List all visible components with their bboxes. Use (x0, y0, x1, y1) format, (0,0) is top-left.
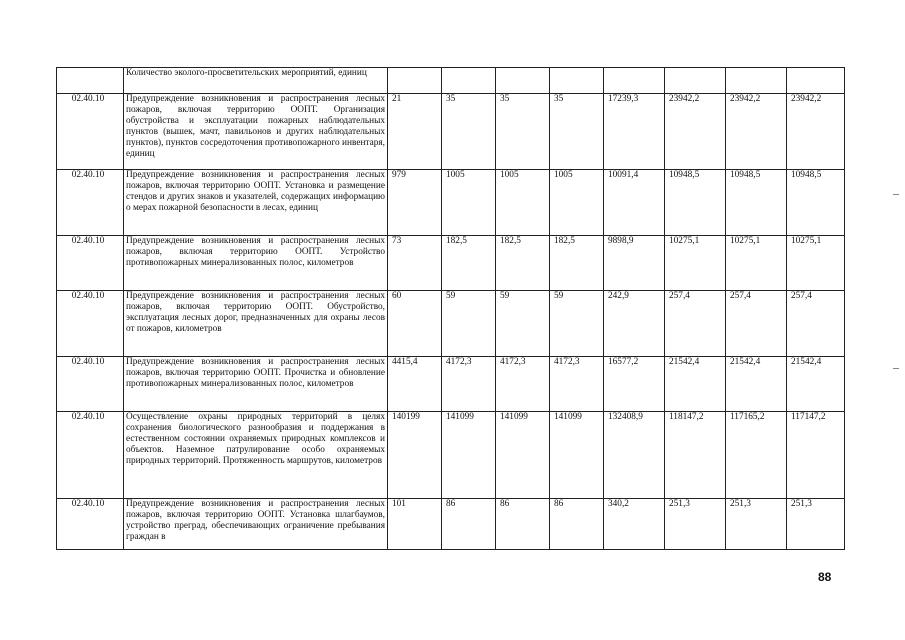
row-value: 4172,3 (496, 357, 550, 412)
row-value: 23942,2 (726, 94, 787, 170)
data-table (56, 67, 845, 550)
row-code: 02.40.10 (57, 236, 124, 291)
row-description: Предупреждение возникновения и распространения лесных пожаров, включая территорию ООПТ. Прочистка и обновление противопожарных минерализованных полос, километров (124, 357, 388, 412)
margin-mark (893, 194, 899, 195)
row-value: 10275,1 (665, 236, 726, 291)
row-value: 4415,4 (388, 357, 442, 412)
row-value (550, 68, 604, 94)
row-value: 979 (388, 170, 442, 236)
row-value: 182,5 (496, 236, 550, 291)
row-value: 141099 (442, 412, 496, 499)
row-value: 4172,3 (442, 357, 496, 412)
row-value: 257,4 (665, 291, 726, 357)
row-code: 02.40.10 (57, 357, 124, 412)
row-value: 182,5 (442, 236, 496, 291)
table-row (57, 236, 845, 291)
row-value: 73 (388, 236, 442, 291)
table-row (57, 94, 845, 170)
row-value: 35 (442, 94, 496, 170)
row-value: 257,4 (726, 291, 787, 357)
row-value: 141099 (496, 412, 550, 499)
page-number: 88 (818, 570, 832, 584)
row-value: 340,2 (604, 499, 665, 550)
row-value: 101 (388, 499, 442, 550)
table-row (57, 357, 845, 412)
row-value: 118147,2 (665, 412, 726, 499)
row-value: 21542,4 (726, 357, 787, 412)
row-value: 16577,2 (604, 357, 665, 412)
row-value (388, 68, 442, 94)
row-code: 02.40.10 (57, 94, 124, 170)
row-value: 86 (550, 499, 604, 550)
row-code: 02.40.10 (57, 499, 124, 550)
row-value: 23942,2 (787, 94, 845, 170)
row-value: 1005 (442, 170, 496, 236)
table-row (57, 68, 845, 94)
row-value: 59 (442, 291, 496, 357)
row-description: Предупреждение возникновения и распространения лесных пожаров, включая территорию ООПТ. Организация обустройства и эксплуатации пожарных наблюдательных пунктов (вышек, мачт, павильонов и других наблюдательных пунктов), пунктов сосредоточения противопожарного инвентаря, единиц (124, 94, 388, 170)
row-code: 02.40.10 (57, 412, 124, 499)
row-value: 60 (388, 291, 442, 357)
row-value: 117147,2 (787, 412, 845, 499)
row-value: 4172,3 (550, 357, 604, 412)
table-row (57, 412, 845, 499)
table-body (57, 68, 845, 550)
row-value: 257,4 (787, 291, 845, 357)
row-value: 23942,2 (665, 94, 726, 170)
row-value: 251,3 (787, 499, 845, 550)
row-description: Предупреждение возникновения и распространения лесных пожаров, включая территорию ООПТ. Установка шлагбаумов, устройство преград, обеспечивающих ограничение пребывания граждан в (124, 499, 388, 550)
row-value: 86 (496, 499, 550, 550)
row-code: 02.40.10 (57, 170, 124, 236)
row-code: 02.40.10 (57, 291, 124, 357)
row-value: 1005 (496, 170, 550, 236)
row-code (57, 68, 124, 94)
row-value: 182,5 (550, 236, 604, 291)
row-value: 10948,5 (665, 170, 726, 236)
row-value: 59 (550, 291, 604, 357)
row-value: 10091,4 (604, 170, 665, 236)
row-value: 35 (496, 94, 550, 170)
row-value: 10948,5 (726, 170, 787, 236)
row-value: 59 (496, 291, 550, 357)
row-description: Предупреждение возникновения и распространения лесных пожаров, включая территорию ООПТ. Установка и размещение стендов и других знаков и указателей, содержащих информацию о мерах пожарной безопасности в лесах, единиц (124, 170, 388, 236)
row-value: 1005 (550, 170, 604, 236)
row-description: Предупреждение возникновения и распространения лесных пожаров, включая территорию ООПТ. Обустройство, эксплуатация лесных дорог, предназначенных для охраны лесов от пожаров, километров (124, 291, 388, 357)
row-description: Осуществление охраны природных территорий в целях сохранения биологического разнообразия и поддержания в естественном состоянии охраняемых природных комплексов и объектов. Наземное патрулирование особо охраняемых природных территорий. Протяженность маршрутов, километров (124, 412, 388, 499)
row-value: 9898,9 (604, 236, 665, 291)
table-row (57, 170, 845, 236)
row-value (496, 68, 550, 94)
row-value: 10275,1 (726, 236, 787, 291)
row-value: 35 (550, 94, 604, 170)
row-value (442, 68, 496, 94)
row-value: 140199 (388, 412, 442, 499)
row-value: 251,3 (726, 499, 787, 550)
row-value: 117165,2 (726, 412, 787, 499)
row-description: Количество эколого-просветительских мероприятий, единиц (124, 68, 388, 94)
row-value: 86 (442, 499, 496, 550)
row-value: 132408,9 (604, 412, 665, 499)
row-value: 21542,4 (665, 357, 726, 412)
row-value: 10948,5 (787, 170, 845, 236)
row-value (604, 68, 665, 94)
row-description: Предупреждение возникновения и распространения лесных пожаров, включая территорию ООПТ. Устройство противопожарных минерализованных полос, километров (124, 236, 388, 291)
margin-mark (893, 368, 899, 369)
row-value: 17239,3 (604, 94, 665, 170)
row-value (665, 68, 726, 94)
row-value: 242,9 (604, 291, 665, 357)
row-value (787, 68, 845, 94)
table-row (57, 291, 845, 357)
row-value: 10275,1 (787, 236, 845, 291)
row-value: 251,3 (665, 499, 726, 550)
table-row (57, 499, 845, 550)
row-value: 21542,4 (787, 357, 845, 412)
row-value: 21 (388, 94, 442, 170)
row-value (726, 68, 787, 94)
row-value: 141099 (550, 412, 604, 499)
